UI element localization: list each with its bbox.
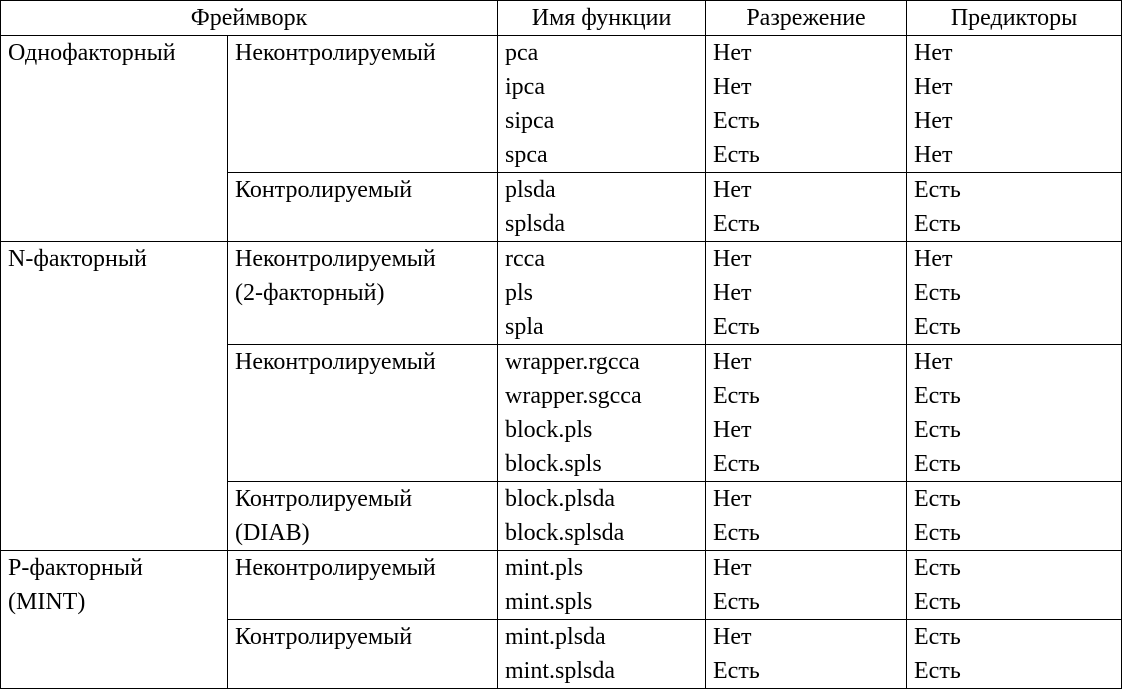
- framework-label: N-факторный: [8, 246, 147, 272]
- sparsity-value: Есть: [713, 658, 760, 684]
- predictors-cell: [907, 173, 1122, 242]
- function-name: pls: [505, 280, 534, 306]
- subgroup-type-cell: [228, 242, 498, 345]
- sparsity-value: Нет: [713, 246, 752, 272]
- sparsity-value: Нет: [713, 177, 752, 203]
- predictors-value: Есть: [914, 314, 961, 340]
- table-row: [1, 551, 1122, 620]
- function-name-cell: [498, 36, 706, 173]
- function-name: mint.splsda: [505, 658, 616, 684]
- function-name: wrapper.sgcca: [505, 383, 642, 409]
- function-name: mint.spls: [505, 589, 593, 615]
- function-name: block.pls: [505, 417, 593, 443]
- predictors-value: Нет: [914, 108, 953, 134]
- function-name: block.plsda: [505, 486, 615, 512]
- function-name: plsda: [505, 177, 556, 203]
- function-name: splsda: [505, 211, 566, 237]
- predictors-cell: [907, 242, 1122, 345]
- function-name: mint.pls: [505, 555, 584, 581]
- sparsity-cell: [706, 482, 907, 551]
- predictors-value: Есть: [914, 624, 961, 650]
- sparsity-value: Нет: [713, 417, 752, 443]
- function-name-cell: [498, 551, 706, 620]
- framework-cell: [1, 36, 228, 242]
- header-row: [1, 1, 1122, 36]
- function-name-cell: [498, 345, 706, 482]
- subgroup-type-cell: [228, 345, 498, 482]
- sparsity-cell: [706, 345, 907, 482]
- predictors-value: Есть: [914, 177, 961, 203]
- subgroup-type-cell: [228, 482, 498, 551]
- sparsity-value: Нет: [713, 486, 752, 512]
- sparsity-cell: [706, 242, 907, 345]
- sparsity-value: Есть: [713, 589, 760, 615]
- function-name: ipca: [505, 74, 545, 100]
- sparsity-value: Есть: [713, 520, 760, 546]
- function-name-cell: [498, 620, 706, 689]
- sparsity-cell: [706, 36, 907, 173]
- framework-cell: [1, 242, 228, 551]
- function-name: block.spls: [505, 451, 602, 477]
- sparsity-value: Нет: [713, 74, 752, 100]
- sparsity-value: Есть: [713, 314, 760, 340]
- table-row: [1, 36, 1122, 173]
- function-name: pca: [505, 40, 539, 66]
- header-framework: Фреймворк: [1, 1, 498, 36]
- predictors-cell: [907, 345, 1122, 482]
- predictors-value: Есть: [914, 417, 961, 443]
- subgroup-type-label: Контролируемый: [235, 624, 413, 650]
- predictors-cell: [907, 551, 1122, 620]
- sparsity-value: Есть: [713, 383, 760, 409]
- function-name: sipca: [505, 108, 555, 134]
- subgroup-type-cell: [228, 551, 498, 620]
- subgroup-type-cell: [228, 36, 498, 173]
- predictors-value: Есть: [914, 280, 961, 306]
- function-name: spla: [505, 314, 544, 340]
- sparsity-cell: [706, 173, 907, 242]
- predictors-value: Есть: [914, 555, 961, 581]
- subgroup-type-label: Неконтролируемый: [235, 246, 436, 272]
- predictors-cell: [907, 36, 1122, 173]
- predictors-value: Есть: [914, 451, 961, 477]
- sparsity-value: Нет: [713, 555, 752, 581]
- function-name: mint.plsda: [505, 624, 606, 650]
- sparsity-value: Есть: [713, 142, 760, 168]
- predictors-value: Есть: [914, 658, 961, 684]
- function-name-cell: [498, 173, 706, 242]
- function-name: wrapper.rgcca: [505, 349, 640, 375]
- subgroup-type-label: Контролируемый: [235, 177, 413, 203]
- predictors-value: Есть: [914, 383, 961, 409]
- header-function-name: Имя функции: [498, 1, 706, 36]
- subgroup-type-label: Неконтролируемый: [235, 555, 436, 581]
- function-name-cell: [498, 482, 706, 551]
- sparsity-value: Есть: [713, 211, 760, 237]
- sparsity-cell: [706, 551, 907, 620]
- framework-cell: [1, 551, 228, 689]
- subgroup-type-cell: [228, 620, 498, 689]
- table-row: [1, 242, 1122, 345]
- sparsity-value: Есть: [713, 108, 760, 134]
- sparsity-cell: [706, 620, 907, 689]
- function-name: spca: [505, 142, 548, 168]
- predictors-value: Есть: [914, 589, 961, 615]
- subgroup-type-cell: [228, 173, 498, 242]
- framework-label: (MINT): [8, 589, 86, 615]
- predictors-value: Нет: [914, 74, 953, 100]
- predictors-value: Нет: [914, 349, 953, 375]
- table-body: [1, 36, 1122, 689]
- subgroup-type-label: Контролируемый: [235, 486, 413, 512]
- function-name-cell: [498, 242, 706, 345]
- predictors-value: Есть: [914, 520, 961, 546]
- predictors-value: Есть: [914, 486, 961, 512]
- sparsity-value: Нет: [713, 40, 752, 66]
- function-name: rcca: [505, 246, 545, 272]
- predictors-cell: [907, 482, 1122, 551]
- header-predictors: Предикторы: [907, 1, 1122, 36]
- subgroup-type-label: Неконтролируемый: [235, 349, 436, 375]
- subgroup-type-label: Неконтролируемый: [235, 40, 436, 66]
- sparsity-value: Нет: [713, 624, 752, 650]
- subgroup-type-label: (2-факторный): [235, 280, 385, 306]
- predictors-value: Нет: [914, 40, 953, 66]
- predictors-value: Есть: [914, 211, 961, 237]
- sparsity-value: Нет: [713, 280, 752, 306]
- predictors-cell: [907, 620, 1122, 689]
- predictors-value: Нет: [914, 142, 953, 168]
- subgroup-type-label: (DIAB): [235, 520, 310, 546]
- framework-label: P-факторный: [8, 555, 143, 581]
- sparsity-value: Нет: [713, 349, 752, 375]
- framework-label: Однофакторный: [8, 40, 176, 66]
- predictors-value: Нет: [914, 246, 953, 272]
- sparsity-value: Есть: [713, 451, 760, 477]
- header-sparsity: Разрежение: [706, 1, 907, 36]
- function-name: block.splsda: [505, 520, 625, 546]
